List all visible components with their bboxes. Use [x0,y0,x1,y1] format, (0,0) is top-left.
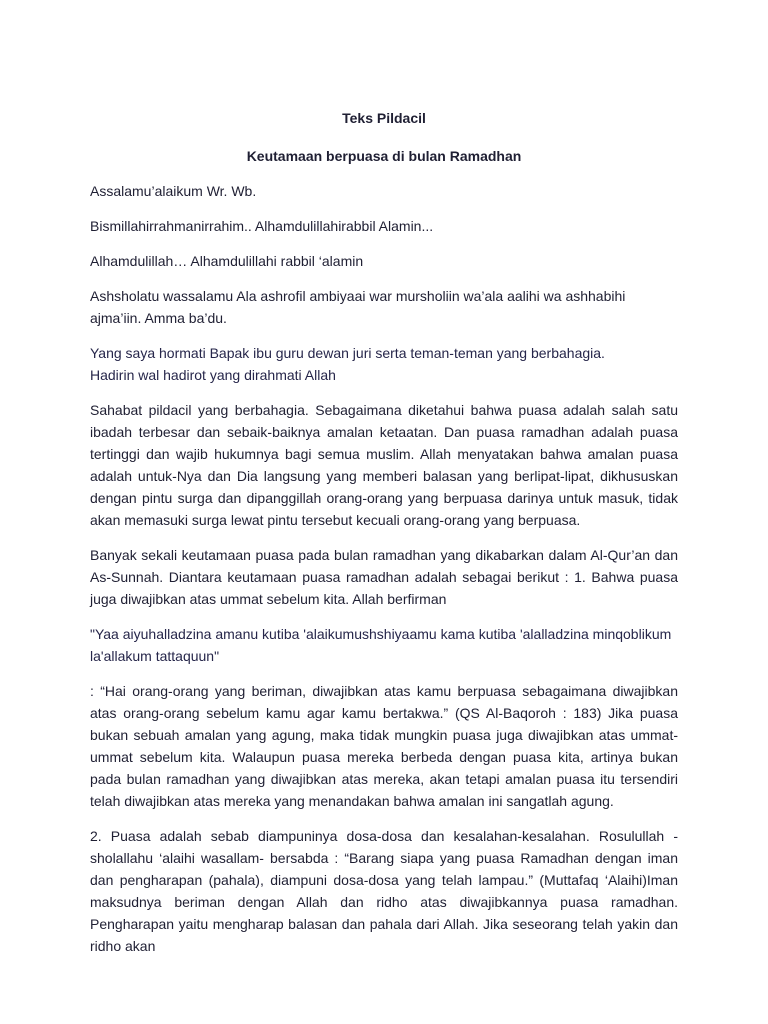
basmalah-text: Bismillahirrahmanirrahim.. Alhamdulillahirabbil Alamin... [90,218,434,234]
paragraph-2: Banyak sekali keutamaan puasa pada bulan ramadhan yang dikabarkan dalam Al-Qur’an dan As-Sunnah. Diantara keutamaan puasa ramadhan adalah sebagai berikut : 1. Bahwa puasa juga diwajibkan atas ummat sebelum kita. Allah berfirman [90,547,678,607]
greeting-text: Assalamu’alaikum Wr. Wb. [90,183,257,199]
respect-line-2: Hadirin wal hadirot yang dirahmati Allah [90,367,336,383]
respect-line-1: Yang saya hormati Bapak ibu guru dewan juri serta teman-teman yang berbahagia. [90,345,605,361]
paragraph-1: Sahabat pildacil yang berbahagia. Sebagaimana diketahui bahwa puasa adalah salah satu ibadah terbesar dan sebaik-baiknya amalan ketaatan. Dan puasa ramadhan adalah puasa tertinggi dan wajib hukumnya bagi semua muslim. Allah menyatakan bahwa amalan puasa adalah untuk-Nya dan Dia langsung yang memberi balasan yang berlipat-lipat, dikhususkan dengan pintu surga dan dipanggillah orang-orang yang berpuasa darinya untuk masuk, tidak akan memasuki surga lewat pintu tersebut kecuali orang-orang yang berpuasa. [90,402,678,528]
document-subtitle: Keutamaan berpuasa di bulan Ramadhan [246,148,522,164]
hamdalah-text: Alhamdulillah… Alhamdulillahi rabbil ‘alamin [90,253,364,269]
paragraph-3: : “Hai orang-orang yang beriman, diwajibkan atas kamu berpuasa sebagaimana diwajibkan atas orang-orang sebelum kamu agar kamu bertakwa.” (QS Al-Baqoroh : 183) Jika puasa bukan sebuah amalan yang agung, maka tidak mungkin puasa juga diwajibkan atas ummat-ummat sebelum kita. Walaupun puasa mereka berbeda dengan puasa kita, artinya bukan pada bulan ramadhan yang diwajibkan atas mereka, akan tetapi amalan puasa itu tersendiri telah diwajibkan atas mereka yang menandakan bahwa amalan ini sangatlah agung. [90,683,678,809]
quote-arabic: "Yaa aiyuhalladzina amanu kutiba 'alaikumushshiyaamu kama kutiba 'alalladzina minqoblikum la'allakum tattaquun" [90,626,672,664]
respect-paragraph [90,342,678,386]
document-title: Teks Pildacil [342,110,426,126]
document-body [90,108,678,970]
sholawat-text: Ashsholatu wassalamu Ala ashrofil ambiyaai war mursholiin wa’ala aalihi wa ashhabihi ajma’iin. Amma ba’du. [90,288,626,326]
paragraph-4: 2. Puasa adalah sebab diampuninya dosa-dosa dan kesalahan-kesalahan. Rosulullah -sholallahu ‘alaihi wasallam- bersabda : “Barang siapa yang puasa Ramadhan dengan iman dan pengharapan (pahala), diampuni dosa-dosa yang telah lampau.” (Muttafaq ‘Alaihi)Iman maksudnya beriman dengan Allah dan ridho atas diwajibkannya puasa ramadhan. Pengharapan yaitu mengharap balasan dan pahala dari Allah. Jika seseorang telah yakin dan ridho akan [90,828,678,954]
